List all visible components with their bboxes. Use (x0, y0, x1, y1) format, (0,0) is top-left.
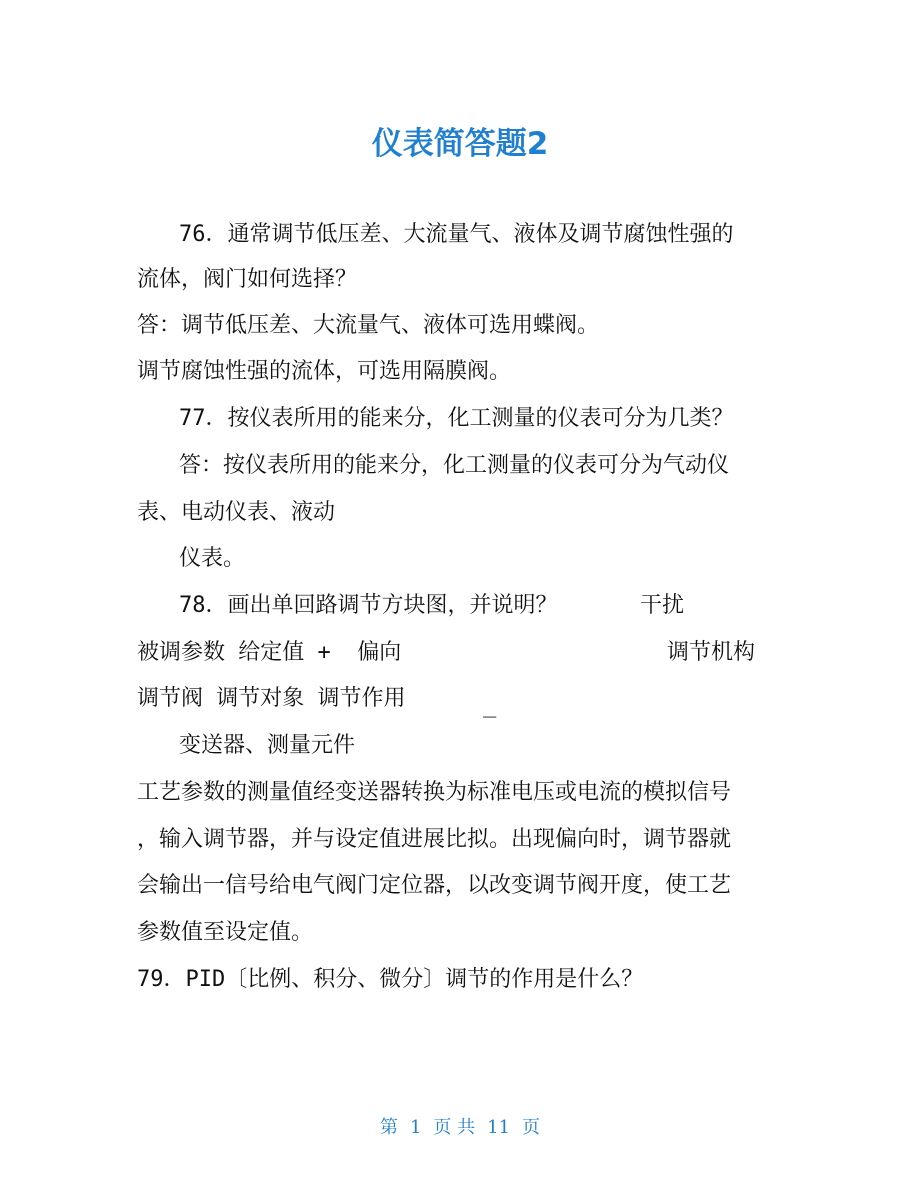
footer-suffix: 页 (522, 1117, 541, 1138)
q78-line: 78．画出单回路调节方块图，并说明？ (179, 593, 558, 618)
q77-line: 77．按仪表所用的能来分，化工测量的仪表可分为几类？ (179, 406, 734, 431)
page-footer (0, 1113, 920, 1139)
footer-middle: 页 共 (433, 1117, 476, 1138)
document-title: 仪表简答题2 (371, 126, 549, 162)
footer-total-pages: 11 (487, 1117, 511, 1138)
diagram-label-actuator: 调节机构 (667, 640, 756, 665)
a78-line-3: 会输出一信号给电气阀门定位器，以改变调节阀开度，使工艺 (137, 873, 732, 898)
q76-line-1: 76．通常调节低压差、大流量气、液体及调节腐蚀性强的 (179, 222, 734, 247)
a77-line-3: 仪表。 (179, 546, 246, 571)
a78-line-2: ，输入调节器，并与设定值进展比拟。出现偏向时，调节器就 (137, 827, 732, 852)
diagram-label-disturbance: 干扰 (640, 593, 685, 618)
a77-line-1: 答：按仪表所用的能来分，化工测量的仪表可分为气动仪 (179, 453, 730, 478)
a78-line-4: 参数值至设定值。 (137, 920, 314, 945)
a77-line-2: 表、电动仪表、液动 (137, 500, 336, 525)
a78-line-1: 工艺参数的测量值经变送器转换为标准电压或电流的模拟信号 (137, 780, 732, 805)
diagram-minus-sign: _ (483, 693, 497, 718)
q76-line-2: 流体，阀门如何选择？ (137, 267, 358, 292)
a76-line-1: 答：调节低压差、大流量气、液体可选用蝶阀。 (137, 313, 600, 338)
diagram-labels-row-2: 调节阀 调节对象 调节作用 (137, 686, 406, 711)
footer-page-number: 1 (409, 1117, 422, 1138)
a76-line-2: 调节腐蚀性强的流体，可选用隔膜阀。 (137, 359, 512, 384)
diagram-label-transmitter: 变送器、测量元件 (179, 733, 356, 758)
q79-line: 79．PID〔比例、积分、微分〕调节的作用是什么？ (137, 967, 644, 992)
diagram-labels-row-1: 被调参数 给定值 + 偏向 (137, 640, 402, 665)
footer-prefix: 第 (379, 1117, 398, 1138)
